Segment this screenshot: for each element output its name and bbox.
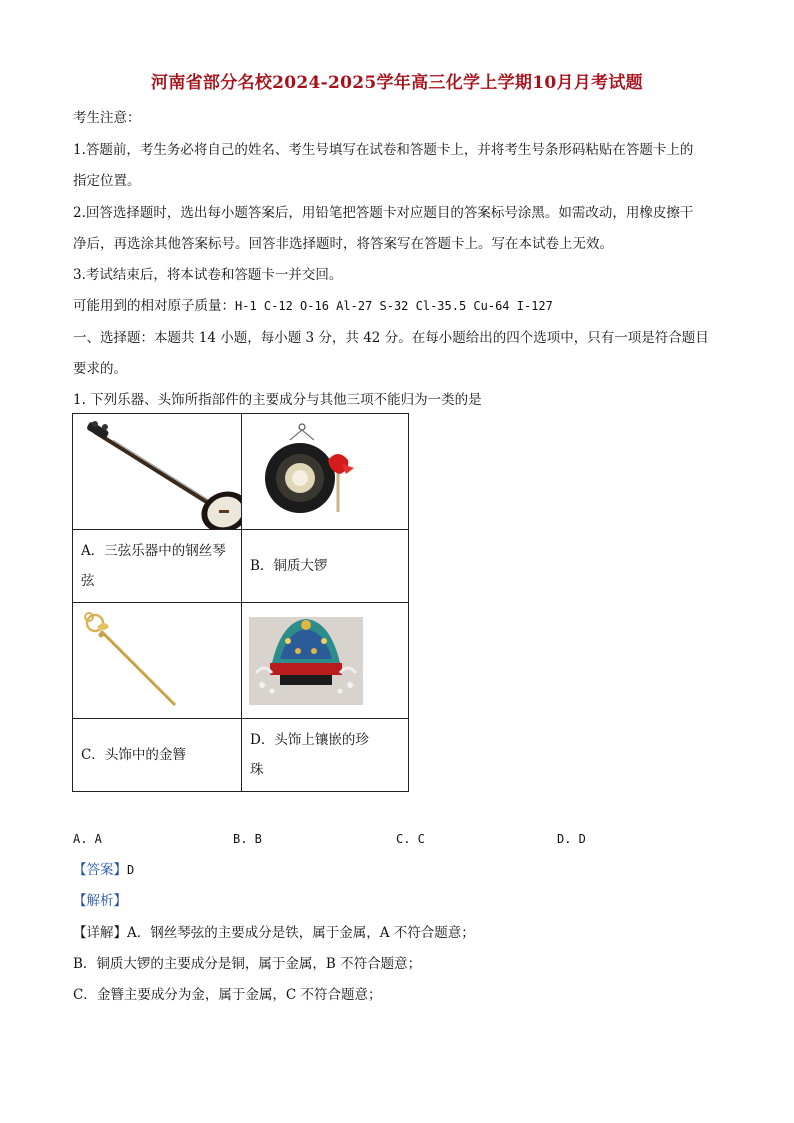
detail-tag: 【详解】 <box>73 925 127 941</box>
option-d-label-cont: 珠 <box>250 762 264 778</box>
option-c-label: C．头饰中的金簪 <box>81 747 186 763</box>
option-a-image-cell <box>73 414 242 530</box>
notice-heading: 考生注意： <box>73 110 141 126</box>
choice-a[interactable]: A. A <box>73 832 102 846</box>
option-d-label-cell <box>242 719 409 792</box>
option-c-image-cell <box>73 603 242 719</box>
analysis-line <box>73 891 723 911</box>
notice-item-1: 1.答题前，考生务必将自己的姓名、考生号填写在试卷和答题卡上，并将考生号条形码粘贴在答题卡上的 <box>73 142 694 158</box>
notice-item-3: 3.考试结束后，将本试卷和答题卡一并交回。 <box>73 267 343 283</box>
notice-item-2: 2.回答选择题时，选出每小题答案后，用铅笔把答题卡对应题目的答案标号涂黑。如需改动，用橡皮擦干 <box>73 205 694 221</box>
gong-image <box>242 414 388 529</box>
option-d-image-cell <box>242 603 409 719</box>
answer-tag: 【答案】 <box>73 862 127 878</box>
choice-d[interactable]: D. D <box>557 832 586 846</box>
headdress-image <box>242 603 388 718</box>
atomic-mass-line <box>73 296 723 316</box>
option-d-label: D．头饰上镶嵌的珍 <box>250 732 369 748</box>
detail-line-a <box>73 923 723 943</box>
atomic-mass-values: H-1 C-12 O-16 Al-27 S-32 Cl-35.5 Cu-64 I-127 <box>235 299 553 313</box>
option-a-label-cell <box>73 530 242 603</box>
section-1-instructions-cont: 要求的。 <box>73 361 127 377</box>
question-1-stem: 1. 下列乐器、头饰所指部件的主要成分与其他三项不能归为一类的是 <box>73 392 482 408</box>
answer-line <box>73 860 723 880</box>
option-c-label-cell <box>73 719 242 792</box>
option-b-image-cell <box>242 414 409 530</box>
answer-value: D <box>127 863 135 877</box>
option-a-label-cont: 弦 <box>81 573 95 589</box>
analysis-tag: 【解析】 <box>73 893 127 909</box>
section-1-instructions: 一、选择题：本题共 14 小题，每小题 3 分，共 42 分。在每小题给出的四个选项中，只有一项是符合题目 <box>73 330 709 346</box>
notice-item-2-cont: 净后，再选涂其他答案标号。回答非选择题时，将答案写在答题卡上。写在本试卷上无效。 <box>73 236 613 252</box>
detail-line-b: B．铜质大锣的主要成分是铜，属于金属，B 不符合题意； <box>73 956 422 972</box>
golden-hairpin-image <box>73 603 241 718</box>
atomic-mass-label: 可能用到的相对原子质量： <box>73 298 235 314</box>
choice-b[interactable]: B. B <box>233 832 262 846</box>
question-1-options-table <box>72 413 409 792</box>
notice-item-1-cont: 指定位置。 <box>73 173 141 189</box>
sanxian-instrument-image <box>73 414 241 529</box>
option-b-label: B．铜质大锣 <box>250 558 328 574</box>
option-a-label: A．三弦乐器中的钢丝琴 <box>81 543 226 559</box>
option-b-label-cell <box>242 530 409 603</box>
exam-title: 河南省部分名校2024-2025学年高三化学上学期10月月考试题 <box>151 73 643 93</box>
choice-c[interactable]: C. C <box>396 832 425 846</box>
detail-line-c: C．金簪主要成分为金，属于金属，C 不符合题意； <box>73 987 382 1003</box>
detail-a-text: A．钢丝琴弦的主要成分是铁，属于金属，A 不符合题意； <box>127 925 475 941</box>
